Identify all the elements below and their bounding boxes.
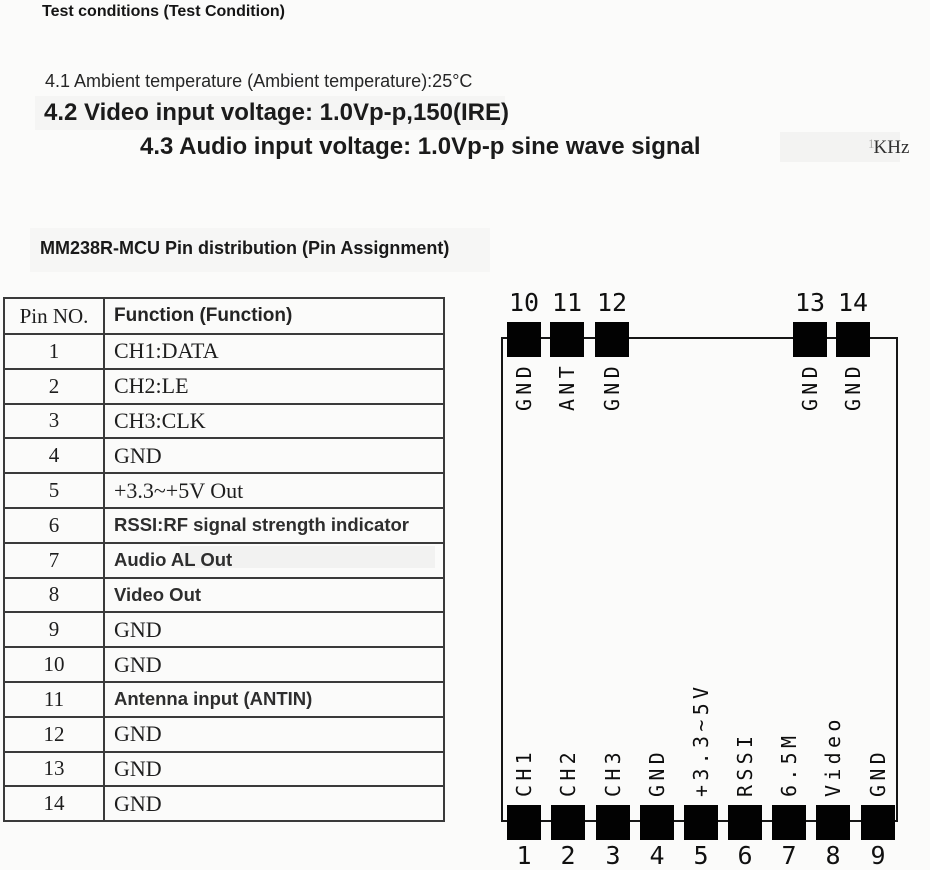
pin-number: 10	[508, 288, 540, 317]
pin-label: GND	[645, 747, 669, 797]
pin-label: ANT	[555, 362, 579, 412]
pin-function-cell: Video Out	[104, 578, 444, 613]
pin-function-cell: CH1:DATA	[104, 334, 444, 369]
pin-number-cell: 10	[4, 647, 104, 682]
pin-number-cell: 6	[4, 508, 104, 543]
pin-pad	[596, 805, 630, 840]
pin-pad	[793, 322, 827, 357]
col-header-pin-no: Pin NO.	[4, 298, 104, 334]
col-header-function: Function (Function)	[104, 298, 444, 334]
pin-number-cell: 8	[4, 578, 104, 613]
pin-label: 6.5M	[777, 731, 801, 797]
pin-number-cell: 12	[4, 717, 104, 752]
pin-pad	[684, 805, 718, 840]
pin-number-cell: 11	[4, 682, 104, 717]
pin-function-cell: GND	[104, 786, 444, 821]
pin-label: GND	[600, 362, 624, 412]
pin-pad	[836, 322, 870, 357]
pin-number: 11	[551, 288, 583, 317]
pin-label: GND	[798, 362, 822, 412]
pin-function-cell: Antenna input (ANTIN)	[104, 682, 444, 717]
khz-faint-digit: 1	[868, 136, 874, 151]
spec-item-4-1: 4.1 Ambient temperature (Ambient temperature):25°C	[45, 71, 473, 91]
pin-number-cell: 13	[4, 752, 104, 787]
pin-label: RSSI	[733, 731, 757, 797]
spec-item-4-2: 4.2 Video input voltage: 1.0Vp-p,150(IRE)	[44, 99, 509, 126]
pin-label: GND	[841, 362, 865, 412]
pin-function-cell: +3.3~+5V Out	[104, 473, 444, 508]
pin-number: 9	[870, 841, 886, 870]
pin-number: 8	[825, 841, 841, 870]
pin-pad	[728, 805, 762, 840]
pin-number: 6	[737, 841, 753, 870]
pin-label: GND	[512, 362, 536, 412]
pin-number-cell: 3	[4, 404, 104, 439]
pin-label: Video	[821, 715, 845, 797]
pin-number: 12	[596, 288, 628, 317]
pin-number-cell: 14	[4, 786, 104, 821]
pin-label: CH2	[556, 747, 580, 797]
pin-label: CH1	[512, 747, 536, 797]
pin-number-cell: 5	[4, 473, 104, 508]
khz-unit: KHz	[873, 137, 910, 158]
pin-pad	[640, 805, 674, 840]
pin-pad	[816, 805, 850, 840]
pin-pad	[772, 805, 806, 840]
pin-function-cell: CH2:LE	[104, 369, 444, 404]
pin-number: 4	[649, 841, 665, 870]
pin-number-cell: 9	[4, 612, 104, 647]
pin-number: 2	[560, 841, 576, 870]
pin-pad	[861, 805, 895, 840]
pin-pad	[507, 322, 541, 357]
pin-number: 1	[516, 841, 532, 870]
spec-item-4-3: 4.3 Audio input voltage: 1.0Vp-p sine wave signal	[140, 133, 701, 160]
pin-function-cell: CH3:CLK	[104, 404, 444, 439]
pin-number-cell: 4	[4, 438, 104, 473]
pin-function-cell: GND	[104, 647, 444, 682]
pin-number: 7	[781, 841, 797, 870]
pin-function-cell: GND	[104, 612, 444, 647]
pin-number: 3	[605, 841, 621, 870]
pin-function-cell: GND	[104, 438, 444, 473]
pin-number-cell: 7	[4, 543, 104, 578]
pin-number: 14	[837, 288, 869, 317]
pin-pad	[551, 805, 585, 840]
page-title: Test conditions (Test Condition)	[42, 3, 285, 20]
pin-function-cell: GND	[104, 752, 444, 787]
section-title: MM238R-MCU Pin distribution (Pin Assignment)	[40, 238, 450, 258]
pin-number-cell: 2	[4, 369, 104, 404]
pin-pad	[507, 805, 541, 840]
pin-pad	[550, 322, 584, 357]
pin-number: 5	[693, 841, 709, 870]
pin-label: GND	[866, 747, 890, 797]
pin-pad	[595, 322, 629, 357]
pin-function-cell: GND	[104, 717, 444, 752]
pin-number: 13	[794, 288, 826, 317]
pin-label: CH3	[601, 747, 625, 797]
pin-function-cell: Audio AL Out	[104, 543, 444, 578]
pin-number-cell: 1	[4, 334, 104, 369]
pin-label: +3.3~5V	[689, 682, 713, 797]
pin-function-cell: RSSI:RF signal strength indicator	[104, 508, 444, 543]
